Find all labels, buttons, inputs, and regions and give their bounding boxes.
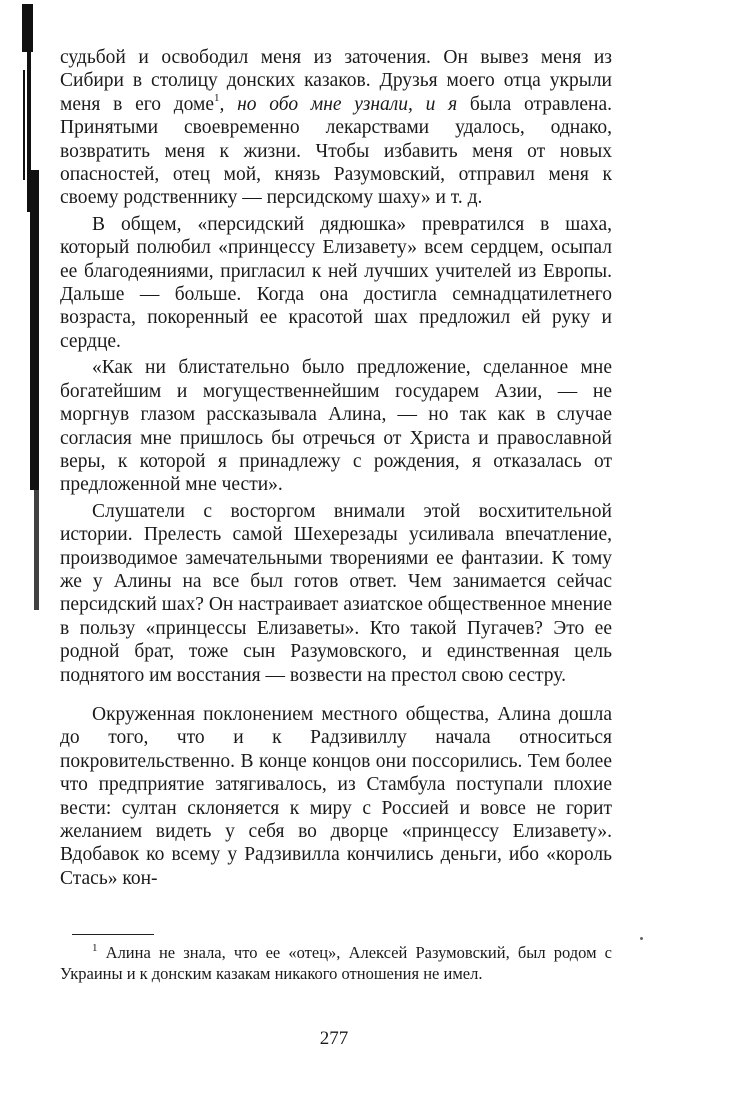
footnote-ref: 1 (214, 91, 220, 104)
footnote-rule (72, 934, 154, 935)
paragraph-2: В общем, «персидский дядюшка» превратился в шаха, который полюбил «принцессу Елизавету» всем сердцем, осыпал ее благодеяниями, пригласил к ней лучших учителей из Европы. Дальше — больше. Когда она достигла семнадцатилетнего возраста, покоренный ее красотой шах предложил ей руку и сердце. (60, 213, 612, 352)
scan-edge-mark (22, 4, 33, 52)
paragraph-3: «Как ни блистательно было предложение, сделанное мне богатейшим и могущественнейшим государем Азии, — не моргнув глазом рассказывала Алина, — но так как в случае согласия мне пришлось бы отречься от Христа и православной веры, к которой я принадлежу с рождения, я отказалась от предложенной мне чести». (60, 357, 612, 496)
body-text (60, 46, 612, 890)
paragraph-4: Слушатели с восторгом внимали этой восхитительной истории. Прелесть самой Шехерезады усиливала впечатление, производимое замечательными творениями ее фантазии. К тому же у Алины на все был готов ответ. Чем занимается сейчас персидский шах? Он настраивает азиатское общественное мнение в пользу «принцессы Елизаветы». Кто такой Пугачев? Это ее родной брат, тоже сын Разумовского, и единственная цель поднятого им восстания — возвести на престол свою сестру. (60, 500, 612, 686)
scan-edge-mark (34, 230, 39, 610)
footnote: $^1$ Алина не знала, что ее «отец», Алексей Разумовский, был родом с Украины и к донским казакам никакого отношения не имел. (60, 942, 612, 983)
page-number: 277 (319, 1028, 349, 1049)
scan-speck (640, 937, 643, 940)
paragraph-1: судьбой и освободил меня из заточения. Он вывез меня из Сибири в столицу донских казаков. Друзья моего отца укрыли меня в его доме$^1$, но обо мне узнали, и я была отравлена. Принятыми своевременно лекарствами удалось, однако, возвратить меня к жизни. Чтобы избавить меня от новых опасностей, отец мой, князь Разумовский, отправил меня к своему родственнику — персидскому шаху» и т. д. (60, 47, 612, 209)
footnote-mark: 1 (92, 942, 98, 954)
paragraph-5: Окруженная поклонением местного общества, Алина дошла до того, что и к Радзивиллу начала относиться покровительственно. В конце концов они поссорились. Тем более что предприятие затягивалось, из Стамбула поступали плохие вести: султан склоняется к миру с Россией и вовсе не горит желанием видеть у себя во дворце «принцессу Елизавету». Вдобавок ко всему у Радзивилла кончились деньги, ибо «король Стась» кон- (60, 703, 612, 889)
scan-edge-mark (23, 70, 25, 180)
